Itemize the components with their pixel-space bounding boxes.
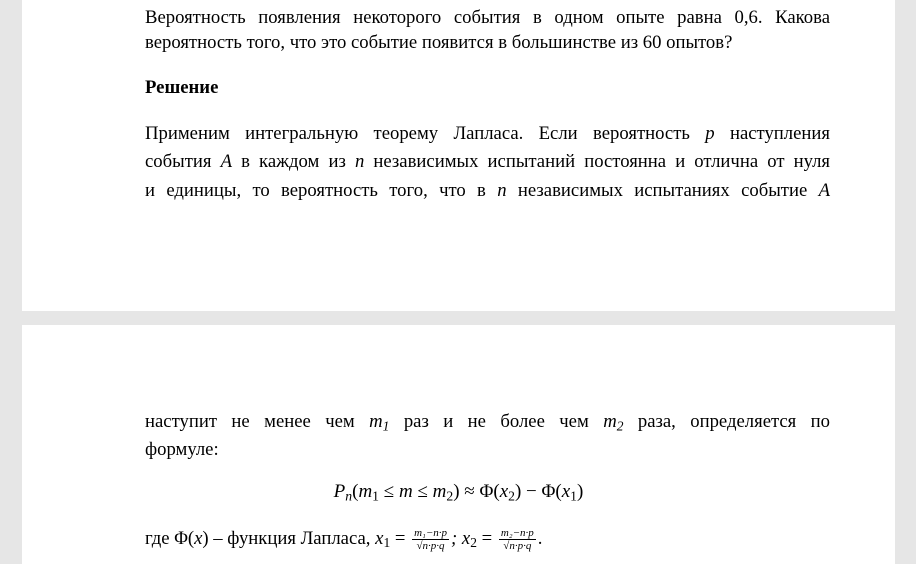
laplace-formula: $P_n(m_1 \le m \le m_2) \approx \Phi(x_2) - \Phi(x_1)$	[333, 481, 584, 504]
x2-fraction: $\frac{\text{m₂−n·p}}{√n\cdot p\cdot q}$	[500, 527, 534, 552]
solution-heading: Решение	[145, 77, 219, 98]
problem-line-1: Вероятность появления некоторого события в одном опыте равна 0,6. Какова	[145, 7, 830, 28]
where-line: где Φ(x) – функция Лапласа, $x_1$ = $\frac{\text{m₁−n·p}}{√n\cdot p\cdot q}$ ; $x_2$ = $\frac{\text{m₂−n·p}}{√n\cdot p\cdot q}$ .	[145, 527, 543, 552]
x1-fraction: $\frac{\text{m₁−n·p}}{√n\cdot p\cdot q}$	[414, 527, 448, 552]
continuation-line-2: формуле:	[145, 439, 219, 460]
problem-line-2: вероятность того, что это событие появится в большинстве из 60 опытов?	[145, 32, 733, 53]
document-page-2	[22, 325, 895, 564]
paragraph-line-2: события A в каждом из n независимых испытаний постоянна и отлична от нуля	[145, 151, 831, 172]
continuation-line-1: наступит не менее чем $m_1$ раз и не более чем $m_2$ раза, определяется по	[145, 411, 831, 434]
document-page-1	[22, 0, 895, 311]
paragraph-line-1: Применим интегральную теорему Лапласа. Если вероятность p наступления	[145, 123, 831, 144]
paragraph-line-3: и единицы, то вероятность того, что в n независимых испытаниях событие A	[145, 180, 830, 201]
